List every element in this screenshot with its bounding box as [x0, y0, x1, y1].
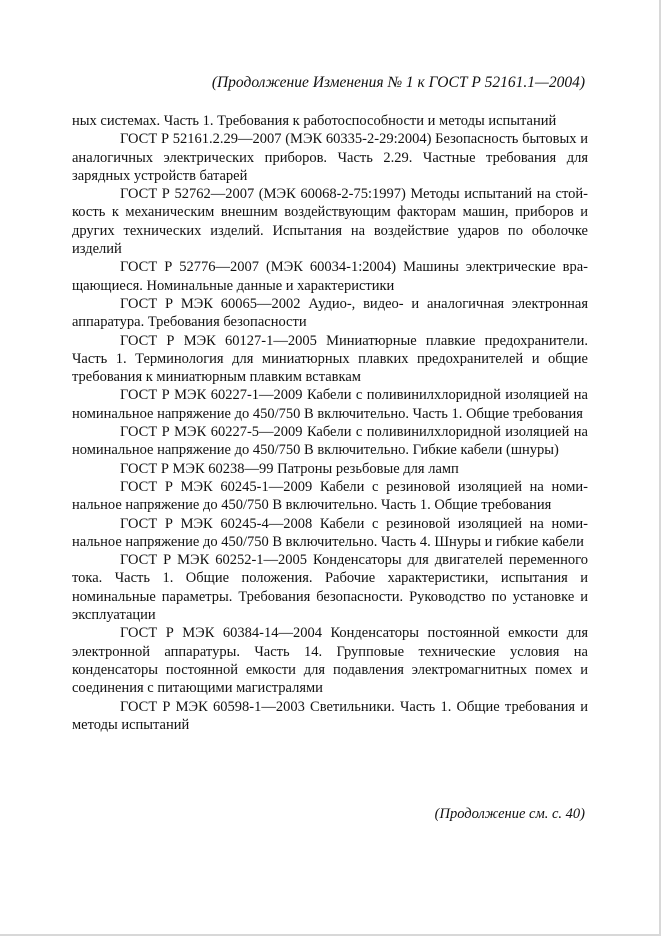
standard-entry: ГОСТ Р 52776—2007 (МЭК 60034-1:2004) Машины электрические вращающиеся. Номинальные данные и характеристики: [72, 259, 588, 294]
standard-entry: ГОСТ Р МЭК 60238—99 Патроны резьбовые для ламп: [120, 460, 459, 477]
footer-continuation-note: (Продолжение см. с. 40): [434, 806, 585, 822]
standard-entry: ГОСТ Р МЭК 60127-1—2005 Миниатюрные плавкие предохранители. Часть 1. Терминология для миниатюрных плавких предохранителей и общие требования к миниатюрным плавким вставкам: [72, 332, 588, 386]
standard-entry: ГОСТ Р 52762—2007 (МЭК 60068-2-75:1997) Методы испытаний на стойкость к механическим внешним воздействующим факторам машин, приборов и других технических изделий. Испытания на воздействие ударов по оболочке изделий: [72, 186, 588, 258]
standard-entry: ГОСТ Р МЭК 60227-1—2009 Кабели с поливинилхлоридной изоляцией на номинальное напряжение до 450/750 В включительно. Часть 1. Общие требования: [72, 387, 588, 422]
standard-entry: ГОСТ Р МЭК 60245-4—2008 Кабели с резиновой изоляцией на номинальное напряжение до 450/750 В включительно. Часть 4. Шнуры и гибкие кабели: [72, 515, 588, 550]
standard-entry: ГОСТ Р МЭК 60245-1—2009 Кабели с резиновой изоляцией на номинальное напряжение до 450/750 В включительно. Часть 1. Общие требования: [72, 478, 588, 514]
header-continuation-note: (Продолжение Изменения № 1 к ГОСТ Р 52161.1—2004): [211, 74, 585, 91]
standard-entry: ГОСТ Р МЭК 60252-1—2005 Конденсаторы для двигателей переменного тока. Часть 1. Общие положения. Рабочие характеристики, испытания и номинальные параметры. Требования безопасности. Руководство по установке и эксплуатации: [72, 552, 588, 624]
paragraph-continuation: ных системах. Часть 1. Требования к работоспособности и методы испытаний: [72, 113, 557, 129]
standard-entry: ГОСТ Р МЭК 60598-1—2003 Светильники. Часть 1. Общие требования и методы испытаний: [72, 698, 588, 733]
standard-entry: ГОСТ Р МЭК 60227-5—2009 Кабели с поливинилхлоридной изоляцией на номинальное напряжение до 450/750 В включительно. Гибкие кабели (шнуры): [72, 424, 588, 459]
standard-entry: ГОСТ Р 52161.2.29—2007 (МЭК 60335-2-29:2004) Безопасность бытовых и аналогичных электрических приборов. Часть 2.29. Частные требования для зарядных устройств батарей: [72, 131, 588, 184]
standard-entry: ГОСТ Р МЭК 60065—2002 Аудио-, видео- и аналогичная электронная аппаратура. Требования безопасности: [72, 295, 588, 331]
standard-entry: ГОСТ Р МЭК 60384-14—2004 Конденсаторы постоянной емкости для электронной аппаратуры. Часть 14. Групповые технические условия на конденсаторы постоянной емкости для подавления электромагнитных помех и соединения с питающими магистралями: [72, 625, 588, 697]
document-body: [72, 112, 588, 734]
